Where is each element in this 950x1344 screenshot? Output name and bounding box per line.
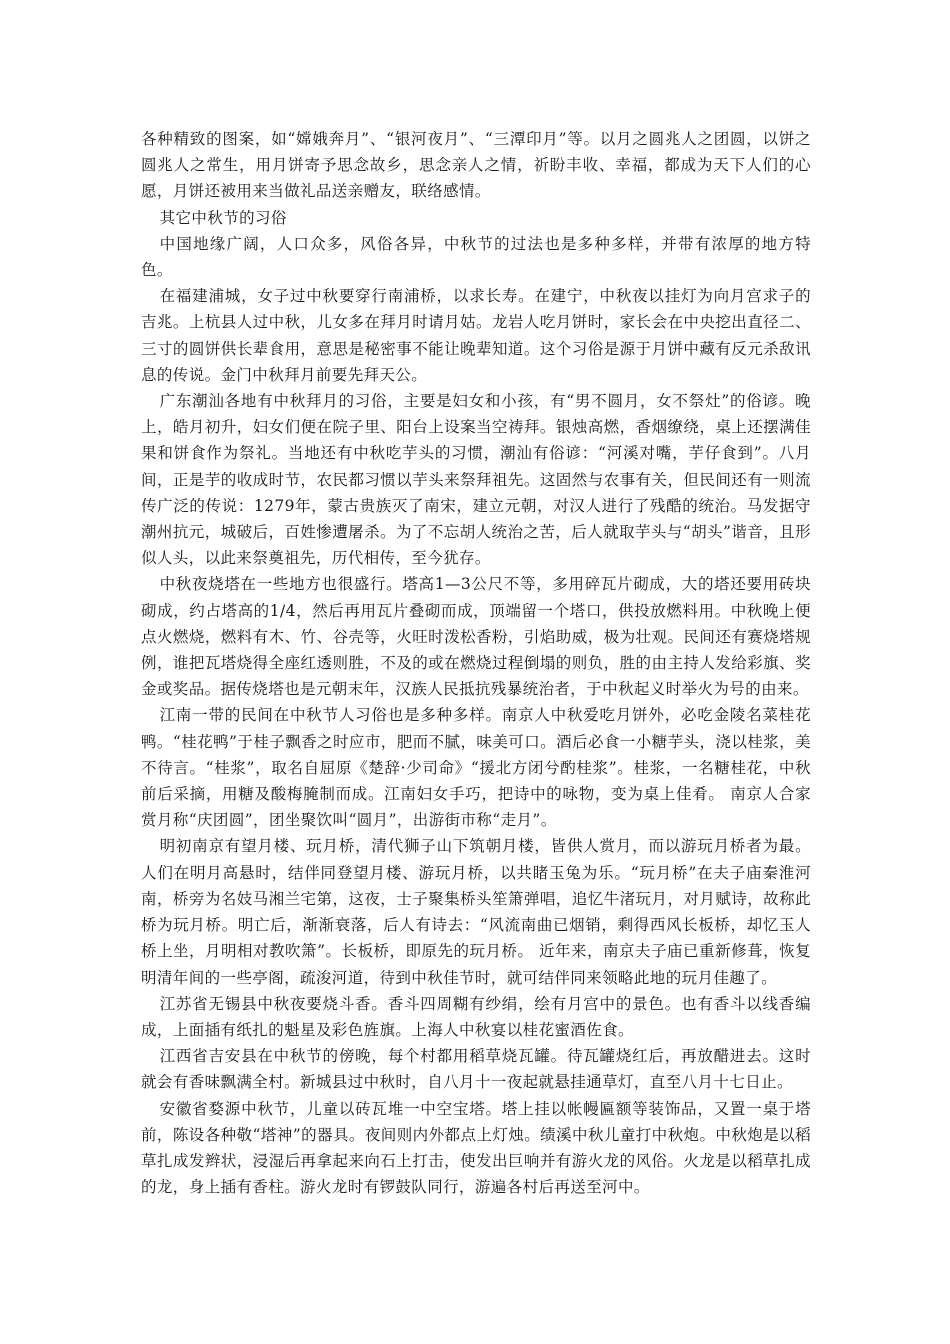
paragraph-jiangnan: 江南一带的民间在中秋节人习俗也是多种多样。南京人中秋爱吃月饼外，必吃金陵名菜桂花鸭。“桂花鸭”于桂子飘香之时应市，肥而不腻，味美可口。酒后必食一小糖芋头，浇以桂浆，美不待言。“桂浆”，取名自屈原《楚辞·少司命》“援北方闭兮酌桂浆”。桂浆，一名糖桂花，中秋前后采摘，用糖及酸梅腌制而成。江南妇女手巧，把诗中的咏物，变为桌上佳肴。 南京人合家赏月称“庆团圆”，团坐聚饮叫“圆月”，出游街市称“走月”。 <box>141 706 811 830</box>
paragraph-mooncake-patterns: 各种精致的图案，如“嫦娥奔月”、“银河夜月”、“三潭印月”等。以月之圆兆人之团圆，以饼之圆兆人之常生，用月饼寄予思念故乡，思念亲人之情，祈盼丰收、幸福，都成为天下人们的心愿，月饼还被用来当做礼品送亲赠友，联络感情。 <box>141 130 811 201</box>
paragraph-anhui: 安徽省婺源中秋节，儿童以砖瓦堆一中空宝塔。塔上挂以帐幔匾额等装饰品，又置一桌于塔前，陈设各种敬“塔神”的器具。夜间则内外都点上灯烛。绩溪中秋儿童打中秋炮。中秋炮是以稻草扎成发辫状，浸湿后再拿起来向石上打击，使发出巨响并有游火龙的风俗。火龙是以稻草扎成的龙，身上插有香柱。游火龙时有锣鼓队同行，游遍各村后再送至河中。 <box>141 1099 811 1197</box>
paragraph-guangdong-chaoshan: 广东潮汕各地有中秋拜月的习俗，主要是妇女和小孩，有“男不圆月，女不祭灶”的俗谚。晚上，皓月初升，妇女们便在院子里、阳台上设案当空祷拜。银烛高燃，香烟缭绕，桌上还摆满佳果和饼食作为祭礼。当地还有中秋吃芋头的习惯，潮汕有俗谚：“河溪对嘴，芋仔食到”。八月间，正是芋的收成时节，农民都习惯以芋头来祭拜祖先。这固然与农事有关，但民间还有一则流传广泛的传说：1279年，蒙古贵族灭了南宋，建立元朝，对汉人进行了残酷的统治。马发据守潮州抗元，城破后，百姓惨遭屠杀。为了不忘胡人统治之苦，后人就取芋头与“胡头”谐音，且形似人头，以此来祭奠祖先，历代相传，至今犹存。 <box>141 392 811 568</box>
paragraph-fujian: 在福建浦城，女子过中秋要穿行南浦桥，以求长寿。在建宁，中秋夜以挂灯为向月宫求子的吉兆。上杭县人过中秋，儿女多在拜月时请月姑。龙岩人吃月饼时，家长会在中央挖出直径二、三寸的圆饼供长辈食用，意思是秘密事不能让晚辈知道。这个习俗是源于月饼中藏有反元杀敌讯息的传说。金门中秋拜月前要先拜天公。 <box>141 287 811 384</box>
paragraph-jiangsu-wuxi: 江苏省无锡县中秋夜要烧斗香。香斗四周糊有纱绢，绘有月宫中的景色。也有香斗以线香编成，上面插有纸扎的魁星及彩色旌旗。上海人中秋宴以桂花蜜酒佐食。 <box>141 994 811 1039</box>
paragraph-intro: 中国地缘广阔，人口众多，风俗各异，中秋节的过法也是多种多样，并带有浓厚的地方特色。 <box>141 234 811 280</box>
section-heading-other-customs: 其它中秋节的习俗 <box>159 208 287 227</box>
document-body <box>141 126 811 1200</box>
paragraph-jiangxi: 江西省吉安县在中秋节的傍晚，每个村都用稻草烧瓦罐。待瓦罐烧红后，再放醋进去。这时就会有香味飘满全村。新城县过中秋时，自八月十一夜起就悬挂通草灯，直至八月十七日止。 <box>141 1047 811 1092</box>
paragraph-nanjing: 明初南京有望月楼、玩月桥，清代狮子山下筑朝月楼，皆供人赏月，而以游玩月桥者为最。人们在明月高悬时，结伴同登望月楼、游玩月桥，以共睹玉兔为乐。“玩月桥”在夫子庙秦淮河南，桥旁为名妓马湘兰宅第，这夜，士子聚集桥头笙箫弹唱，追忆牛渚玩月，对月赋诗，故称此桥为玩月桥。明亡后，渐渐衰落，后人有诗去：“风流南曲已烟销，剩得西风长板桥，却忆玉人桥上坐，月明相对教吹箫”。长板桥，即原先的玩月桥。 近年来，南京夫子庙已重新修葺，恢复明清年间的一些亭阁，疏浚河道，待到中秋佳节时，就可结伴同来领略此地的玩月佳趣了。 <box>141 837 811 987</box>
paragraph-burning-tower: 中秋夜烧塔在一些地方也很盛行。塔高1—3公尺不等，多用碎瓦片砌成，大的塔还要用砖块砌成，约占塔高的1/4，然后再用瓦片叠砌而成，顶端留一个塔口，供投放燃料用。中秋晚上便点火燃烧，燃料有木、竹、谷壳等，火旺时泼松香粉，引焰助威，极为壮观。民间还有赛烧塔规例，谁把瓦塔烧得全座红透则胜，不及的或在燃烧过程倒塌的则负，胜的由主持人发给彩旗、奖金或奖品。据传烧塔也是元朝末年，汉族人民抵抗残暴统治者，于中秋起义时举火为号的由来。 <box>141 575 811 699</box>
